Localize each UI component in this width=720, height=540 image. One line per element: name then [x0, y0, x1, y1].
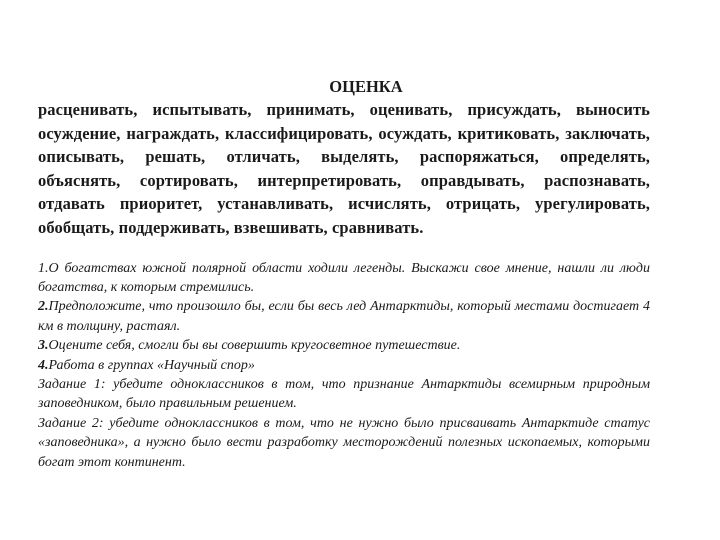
- task-text: Предположите, что произошло бы, если бы весь лед Антарктиды, который местами достигает 4 км в толщину, растаял.: [38, 299, 650, 334]
- task-number: 3.: [38, 338, 49, 354]
- task-item-2: [38, 297, 650, 336]
- slide-content: [38, 76, 650, 472]
- task-text: О богатствах южной полярной области ходили легенды. Выскажи свое мнение, нашли ли люди богатства, к которым стремились.: [38, 260, 650, 295]
- task-item-3: [38, 336, 650, 355]
- assignment-text: убедите одноклассников в том, что признание Антарктиды всемирным природным заповедником, было правильным решением.: [38, 377, 651, 412]
- page-title: ОЦЕНКА: [329, 77, 403, 96]
- assignment-text: убедите одноклассников в том, что не нужно было присваивать Антарктиде статус «заповедника», а нужно было вести разработку месторождений полезных ископаемых, которыми богат этот континент.: [38, 415, 650, 470]
- verbs-paragraph: расценивать, испытывать, принимать, оценивать, присуждать, выносить осуждение, награждать, классифицировать, осуждать, критиковать, заключать, описывать, решать, отличать, выделять, распоряжаться, определять, объяснять, сортировать, интерпретировать, оправдывать, распознавать, отдавать приоритет, устанавливать, исчислять, отрицать, урегулировать, обобщать, поддерживать, взвешивать, сравнивать.: [38, 100, 650, 237]
- task-item-1: [38, 259, 650, 298]
- assignment-1: [38, 375, 650, 414]
- task-text: Оцените себя, смогли бы вы совершить кругосветное путешествие.: [48, 338, 461, 354]
- assignment-label: Задание 1:: [38, 377, 106, 392]
- task-number: 1.: [38, 260, 49, 276]
- assignment-label: Задание 2:: [38, 415, 104, 431]
- task-item-4: [38, 356, 650, 375]
- task-number: 4.: [38, 357, 49, 373]
- assignment-2: [38, 414, 650, 472]
- task-text: Работа в группах «Научный спор»: [48, 357, 255, 373]
- task-number: 2.: [38, 299, 49, 315]
- tasks-block: [38, 259, 650, 472]
